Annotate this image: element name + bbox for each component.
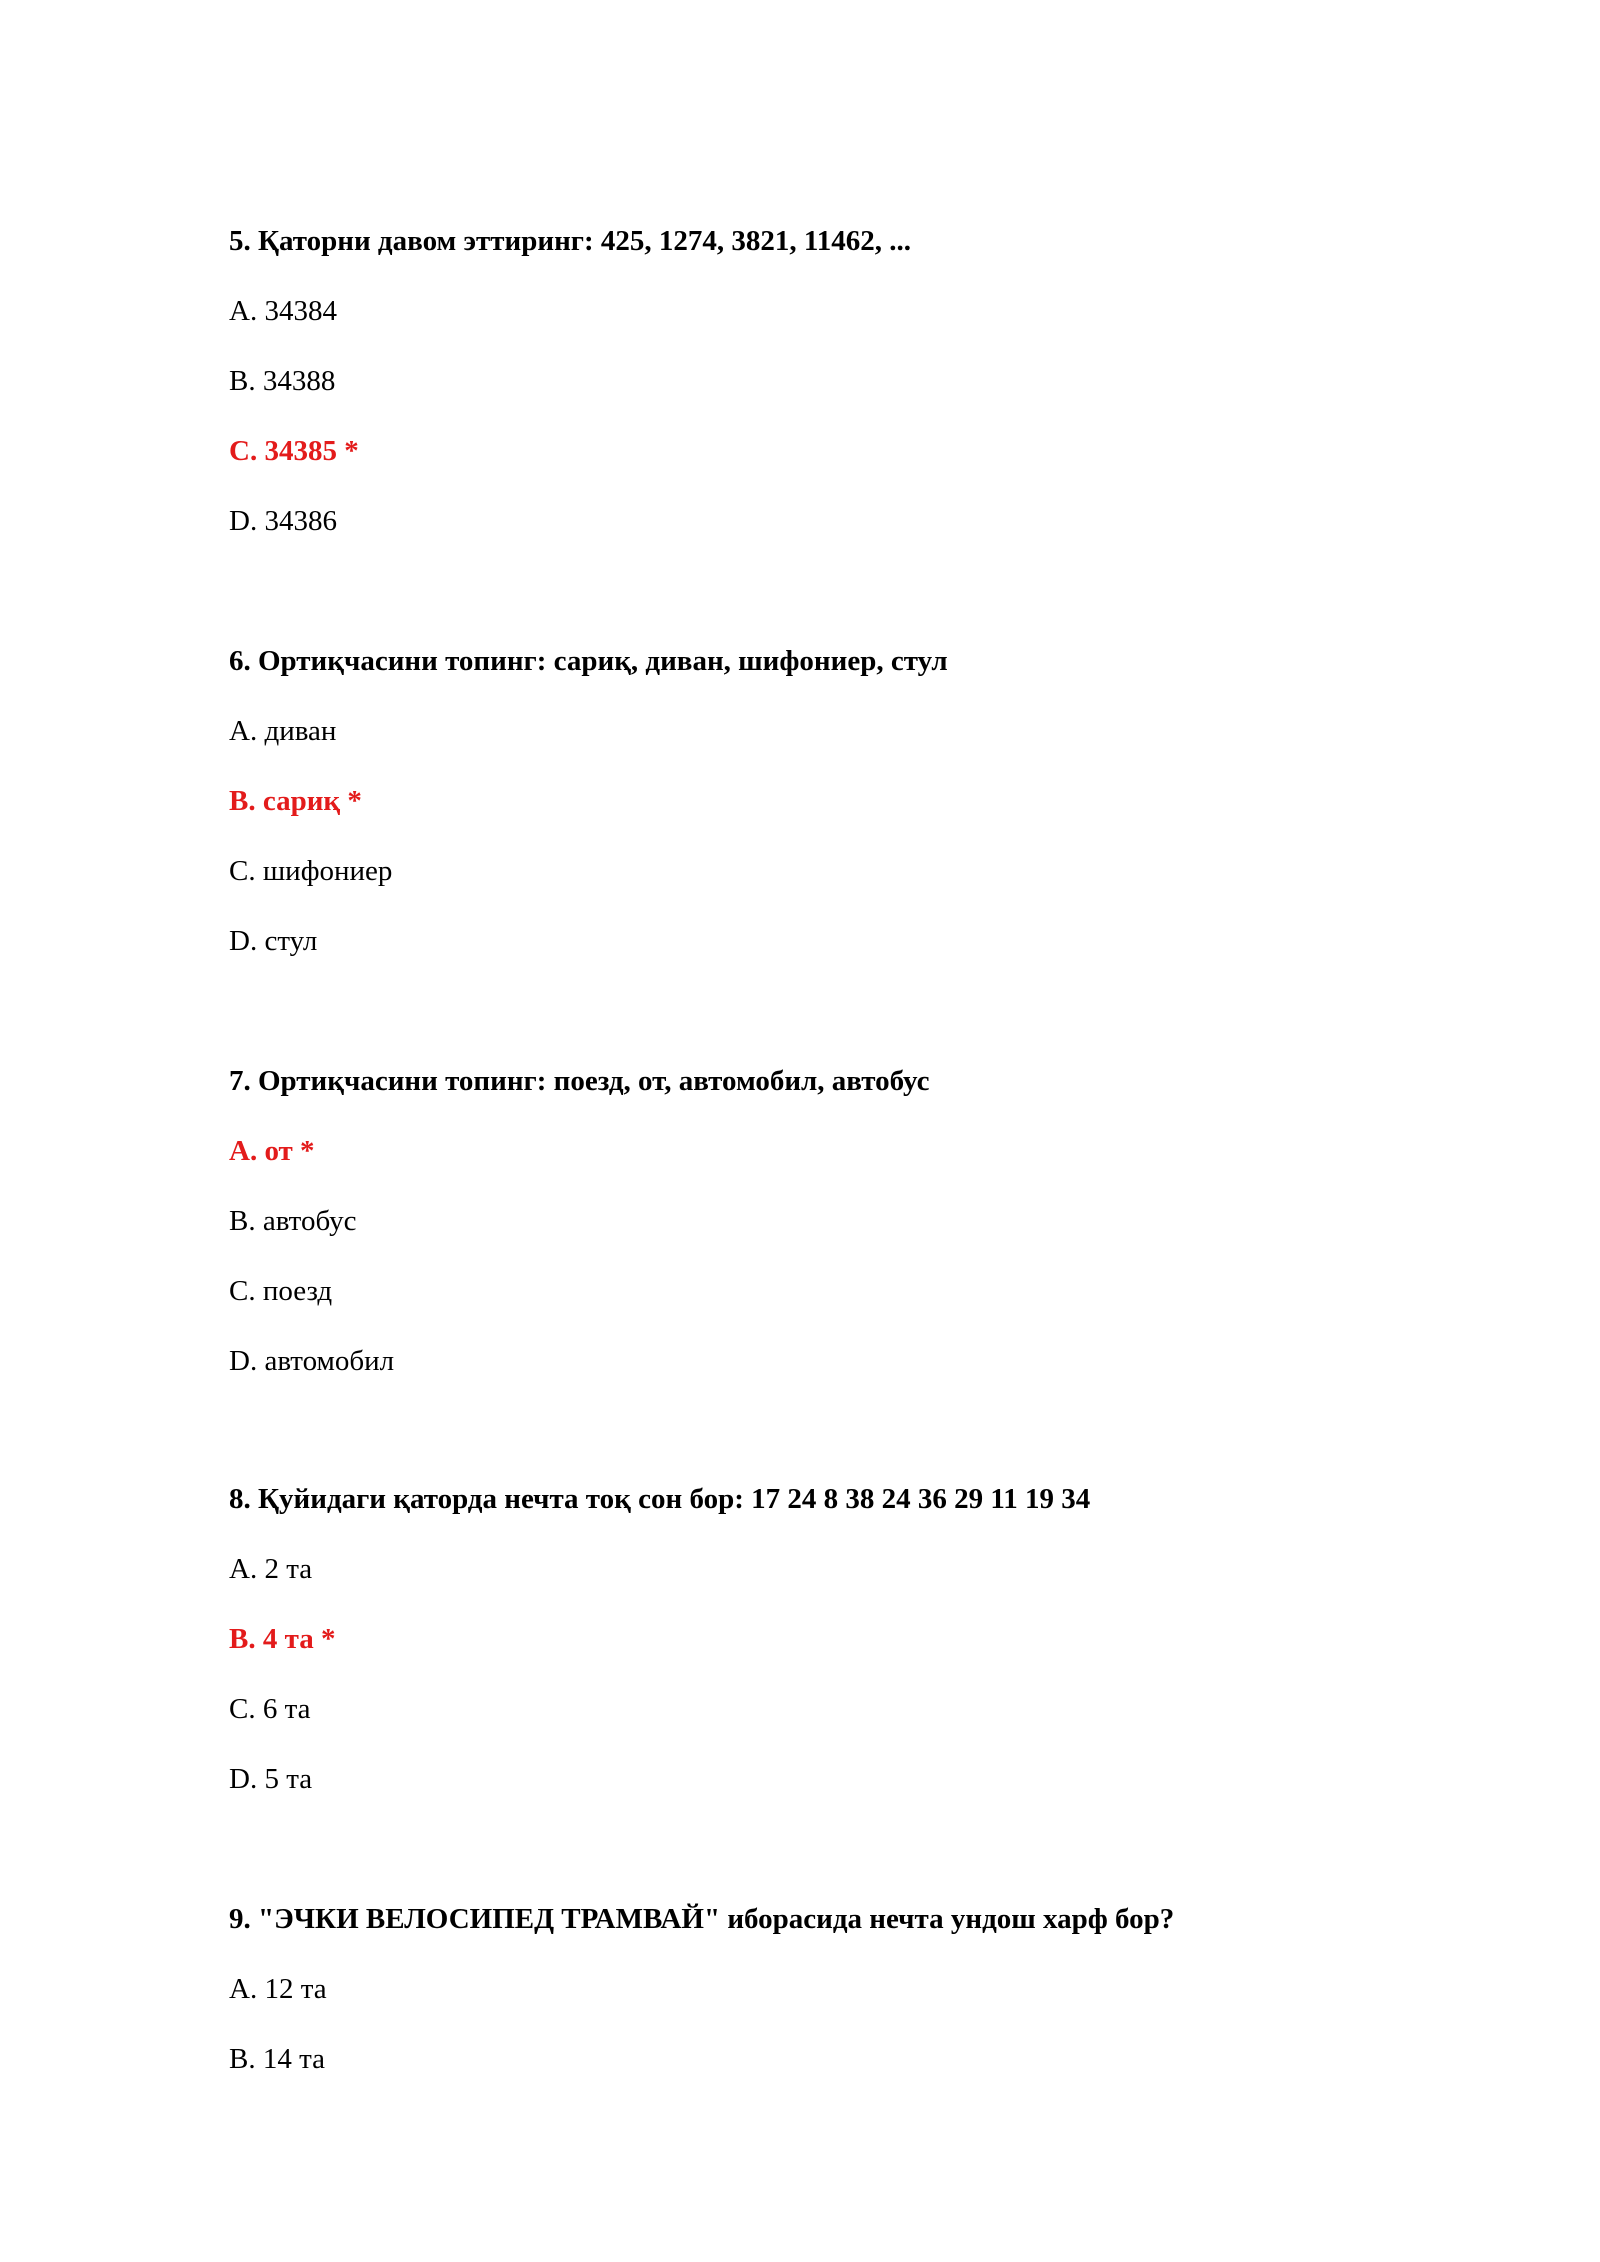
option-c-correct: C. 34385 * bbox=[229, 435, 359, 467]
question-text: 8. Қуйидаги қаторда нечта тоқ сон бор: 17 24 8 38 24 36 29 11 19 34 bbox=[229, 1483, 1091, 1515]
option-a: A. 34384 bbox=[229, 295, 337, 327]
option-d: D. 34386 bbox=[229, 505, 337, 537]
question-5 bbox=[229, 220, 1479, 570]
question-6 bbox=[229, 640, 1479, 990]
option-b: B. автобус bbox=[229, 1205, 357, 1237]
option-a-correct: A. от * bbox=[229, 1135, 315, 1167]
question-9 bbox=[229, 1898, 1479, 2108]
question-text: 6. Ортиқчасини топинг: сариқ, диван, шифониер, стул bbox=[229, 645, 948, 677]
option-c: C. шифониер bbox=[229, 855, 393, 887]
option-b-correct: B. 4 та * bbox=[229, 1623, 336, 1655]
option-d: D. стул bbox=[229, 925, 318, 957]
option-a: A. 2 та bbox=[229, 1553, 313, 1585]
option-d: D. 5 та bbox=[229, 1763, 313, 1795]
option-b-correct: B. сариқ * bbox=[229, 785, 362, 817]
option-c: C. 6 та bbox=[229, 1693, 311, 1725]
question-text: 7. Ортиқчасини топинг: поезд, от, автомобил, автобус bbox=[229, 1065, 930, 1097]
option-b: B. 14 та bbox=[229, 2043, 325, 2075]
option-d: D. автомобил bbox=[229, 1345, 395, 1377]
option-c: C. поезд bbox=[229, 1275, 333, 1307]
option-a: A. 12 та bbox=[229, 1973, 327, 2005]
question-text: 5. Қаторни давом эттиринг: 425, 1274, 3821, 11462, ... bbox=[229, 225, 912, 257]
option-b: B. 34388 bbox=[229, 365, 336, 397]
question-8 bbox=[229, 1478, 1479, 1828]
option-a: A. диван bbox=[229, 715, 337, 747]
question-7 bbox=[229, 1060, 1479, 1410]
question-text: 9. "ЭЧКИ ВЕЛОСИПЕД ТРАМВАЙ" иборасида нечта ундош харф бор? bbox=[229, 1903, 1175, 1935]
